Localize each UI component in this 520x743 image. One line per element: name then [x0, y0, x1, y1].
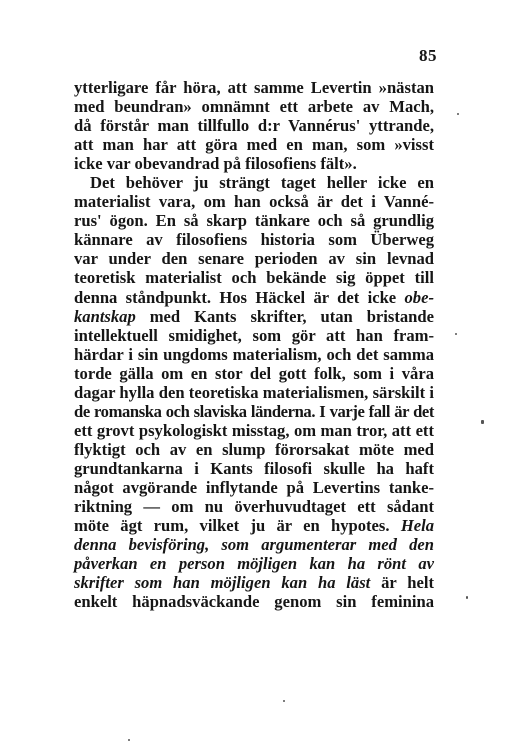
- text-segment: Det behöver ju strängt taget heller icke en: [90, 173, 434, 193]
- text-line: [74, 135, 434, 154]
- text-segment: teoretisk materialist och bekände sig öppet till: [74, 268, 434, 288]
- text-segment: ett grovt psykologiskt misstag, om man tror, att ett: [74, 420, 434, 440]
- text-line: [74, 516, 434, 535]
- text-segment: grundtankarna i Kants filosofi skulle ha haft: [74, 458, 434, 478]
- text-segment: materialist vara, om han också är det i Vanné-: [74, 192, 434, 212]
- text-segment: något avgörande inflytande på Levertins tanke-: [74, 477, 434, 497]
- text-segment: då förstår man tillfullo d:r Vannérus' yttrande,: [74, 116, 434, 136]
- text-line: [74, 326, 434, 345]
- text-line: [74, 192, 434, 211]
- italic-text: påverkan en person möjligen kan ha rönt av: [74, 554, 434, 574]
- text-segment: dagar hylla den teoretiska materialismen, särskilt i: [74, 382, 434, 402]
- text-segment: de romanska och slaviska länderna. I varje fall är det: [74, 401, 434, 421]
- text-line: [74, 497, 434, 516]
- text-segment: att man har att göra med en man, som »visst: [74, 135, 434, 155]
- text-line: [74, 554, 434, 573]
- text-segment: är helt: [370, 573, 435, 593]
- text-line: [74, 440, 434, 459]
- text-segment: med Kants skrifter, utan bristande: [135, 306, 434, 326]
- italic-text: obe-: [404, 287, 434, 307]
- text-line: [74, 154, 434, 173]
- body-text: [74, 78, 434, 611]
- text-line: [74, 592, 434, 611]
- text-segment: denna ståndpunkt. Hos Häckel är det icke: [74, 287, 405, 307]
- text-line: [74, 173, 434, 192]
- text-line: [74, 249, 434, 268]
- scan-speck: [283, 700, 285, 702]
- text-segment: kännare av filosofiens historia som Überweg: [74, 230, 434, 250]
- scan-speck: [481, 420, 484, 424]
- text-line: [74, 478, 434, 497]
- text-segment: torde gälla om en stor del gott folk, som i våra: [74, 363, 434, 383]
- text-line: [74, 383, 434, 402]
- text-line: [74, 307, 434, 326]
- text-line: [74, 230, 434, 249]
- text-line: [74, 421, 434, 440]
- text-line: [74, 535, 434, 554]
- text-line: [74, 268, 434, 287]
- scan-speck: [455, 333, 457, 335]
- text-line: [74, 345, 434, 364]
- text-line: [74, 78, 434, 97]
- text-line: [74, 211, 434, 230]
- text-line: [74, 288, 434, 307]
- text-line: [74, 573, 434, 592]
- text-line: [74, 364, 434, 383]
- italic-text: Hela: [400, 516, 434, 536]
- text-segment: icke var obevandrad på filosofiens fält».: [74, 154, 357, 174]
- italic-text: skrifter som han möjligen kan ha läst: [74, 573, 371, 593]
- scan-speck: [128, 739, 130, 741]
- text-line: [74, 402, 434, 421]
- scan-speck: [466, 596, 468, 599]
- text-segment: ytterligare får höra, att samme Levertin »nästan: [74, 78, 434, 97]
- text-segment: möte ägt rum, vilket ju är en hypotes.: [74, 516, 401, 536]
- text-line: [74, 459, 434, 478]
- text-segment: med beundran» omnämnt ett arbete av Mach,: [74, 97, 434, 117]
- text-segment: rus' ögon. En så skarp tänkare och så grundlig: [74, 211, 434, 231]
- italic-text: kantskap: [74, 306, 136, 326]
- text-line: [74, 97, 434, 116]
- italic-text: denna bevisföring, som argumenterar med den: [74, 535, 434, 555]
- text-segment: härdar i sin ungdoms materialism, och det samma: [74, 344, 434, 364]
- text-segment: intellektuell smidighet, som gör att han fram-: [74, 325, 434, 345]
- text-segment: enkelt häpnadsväckande genom sin feminina: [74, 592, 434, 612]
- text-line: [74, 116, 434, 135]
- text-segment: var under den senare perioden av sin levnad: [74, 249, 434, 269]
- text-segment: riktning — om nu överhuvudtaget ett sådant: [74, 497, 434, 517]
- scan-speck: [457, 113, 459, 115]
- page-number: 85: [419, 46, 437, 65]
- text-segment: flyktigt och av en slump förorsakat möte med: [74, 439, 434, 459]
